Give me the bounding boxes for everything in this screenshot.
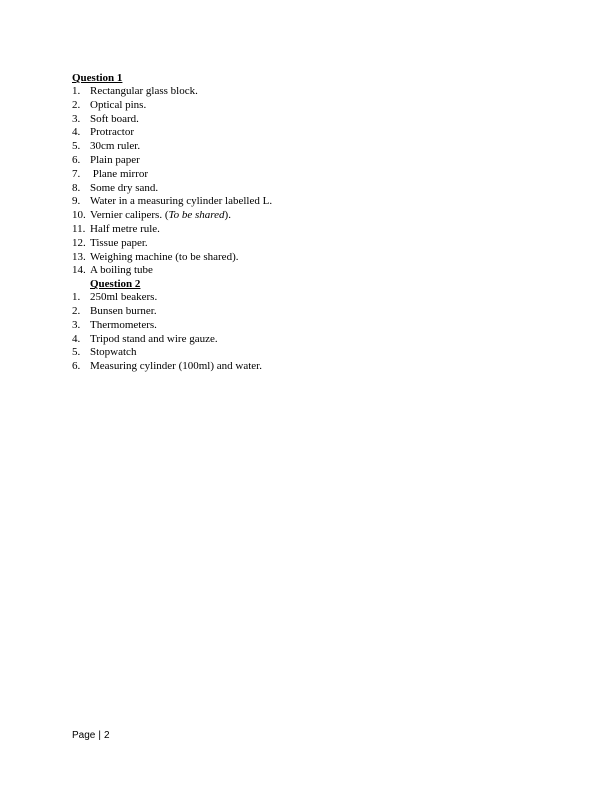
list-item [72, 85, 552, 99]
list-item [72, 305, 552, 319]
list-item [72, 195, 552, 209]
list-item [72, 291, 552, 305]
list-item [72, 223, 552, 237]
list-item [72, 154, 552, 168]
question-2-heading: Question 2 [90, 278, 141, 291]
list-item [72, 182, 552, 196]
item-text: 30cm ruler. [90, 140, 141, 153]
item-text: Half metre rule. [90, 222, 160, 235]
list-item [72, 319, 552, 333]
list-item [72, 99, 552, 113]
list-item [72, 140, 552, 154]
item-text-italic: To be shared [168, 209, 225, 222]
item-number: 11. [72, 222, 86, 235]
list-item [72, 126, 552, 140]
item-text: Weighing machine (to be shared). [90, 250, 239, 263]
page-separator: | [98, 730, 101, 741]
item-text: Tissue paper. [90, 236, 148, 249]
list-item [72, 346, 552, 360]
item-number: 5. [72, 346, 81, 359]
item-number: 3. [72, 112, 81, 125]
item-text: Optical pins. [90, 98, 147, 111]
item-text: Measuring cylinder (100ml) and water. [90, 360, 262, 373]
item-text: 250ml beakers. [90, 291, 158, 304]
item-number: 4. [72, 126, 81, 139]
item-number: 14. [72, 264, 86, 277]
item-text: Plane mirror [90, 167, 149, 180]
list-item [72, 113, 552, 127]
item-number: 2. [72, 98, 81, 111]
item-number: 5. [72, 140, 81, 153]
item-number: 7. [72, 167, 81, 180]
question-1-heading: Question 1 [72, 72, 123, 84]
item-number: 6. [72, 153, 81, 166]
page-number: 2 [103, 730, 110, 741]
page-label: Page [72, 730, 96, 741]
list-item [72, 333, 552, 347]
item-text [90, 209, 231, 223]
list-item [72, 168, 552, 182]
list-item [72, 360, 552, 374]
item-text: Some dry sand. [90, 181, 159, 194]
item-number: 3. [72, 318, 81, 331]
list-item [72, 251, 552, 265]
item-number: 8. [72, 181, 81, 194]
question-2-list [72, 291, 552, 374]
item-text-start: Vernier calipers. ( [90, 209, 169, 222]
item-number: 6. [72, 360, 81, 373]
question-1-list [72, 85, 552, 278]
list-item [72, 209, 552, 223]
item-text: Water in a measuring cylinder labelled L. [90, 195, 273, 208]
item-text: Protractor [90, 126, 134, 139]
item-text: Soft board. [90, 112, 139, 125]
item-text: Rectangular glass block. [90, 85, 198, 97]
item-text: Stopwatch [90, 346, 137, 359]
item-number: 4. [72, 332, 81, 345]
item-number: 2. [72, 304, 81, 317]
item-number: 1. [72, 291, 81, 304]
item-text: Tripod stand and wire gauze. [90, 332, 218, 345]
item-number: 13. [72, 250, 86, 263]
list-item [72, 264, 552, 278]
item-text: Bunsen burner. [90, 304, 157, 317]
document-body [72, 72, 552, 374]
item-number: 12. [72, 236, 86, 249]
item-number: 9. [72, 195, 81, 208]
item-text: A boiling tube [90, 264, 153, 277]
list-item [72, 237, 552, 251]
item-number: 1. [72, 85, 81, 97]
item-text: Thermometers. [90, 318, 157, 331]
item-text: Plain paper [90, 153, 140, 166]
item-text-end: ). [224, 209, 231, 222]
page-footer [72, 730, 110, 742]
item-number: 10. [72, 209, 86, 222]
